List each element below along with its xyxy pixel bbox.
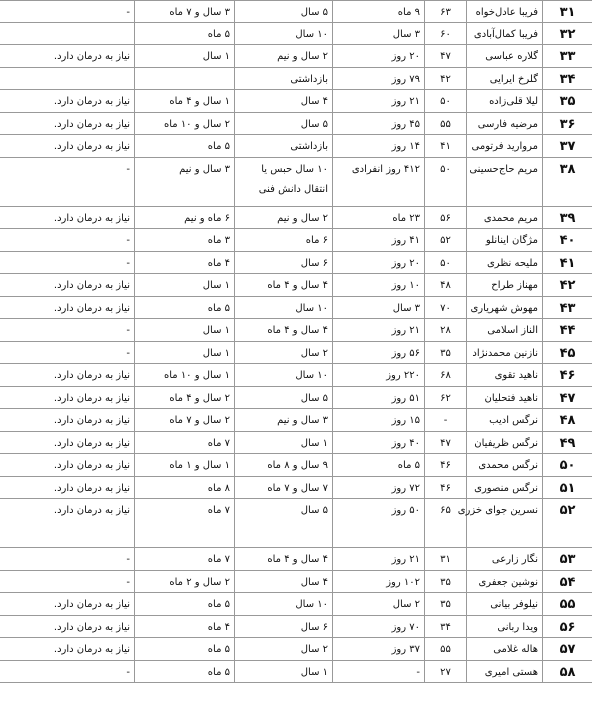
name-cell: هستی امیری (466, 661, 542, 683)
name-cell: نسرین جوای خزری (466, 499, 542, 547)
name-cell: نرگس محمدی (466, 454, 542, 476)
row-number: ۳۷ (542, 135, 592, 157)
name-cell: هاله غلامی (466, 638, 542, 660)
served-cell: ۲ سال و ۷ ماه (134, 409, 234, 431)
name-cell: نازنین محمدنژاد (466, 342, 542, 364)
age-cell: ۳۵ (424, 342, 466, 364)
row-number: ۵۵ (542, 593, 592, 615)
served-cell: ۱ سال (134, 274, 234, 296)
row-number: ۳۲ (542, 23, 592, 45)
sentence-cell: بازداشتی (234, 135, 332, 157)
table-row (0, 638, 592, 661)
name-cell: نرگس ظریفیان (466, 432, 542, 454)
sentence-cell: ۱۰ سال (234, 23, 332, 45)
name-cell: ناهید تقوی (466, 364, 542, 386)
row-number: ۴۶ (542, 364, 592, 386)
detention-cell: ۲۰ روز (332, 252, 424, 274)
sentence-cell: ۲ سال (234, 342, 332, 364)
row-number: ۴۲ (542, 274, 592, 296)
name-cell: فریبا کمال‌آبادی (466, 23, 542, 45)
age-cell: ۴۱ (424, 135, 466, 157)
sentence-cell: ۵ سال (234, 499, 332, 547)
sentence-cell: ۱ سال (234, 661, 332, 683)
name-cell: نرگس ادیب (466, 409, 542, 431)
table-row (0, 432, 592, 455)
medical-status-cell: نیاز به درمان دارد. (53, 482, 130, 494)
served-cell: ۳ سال و نیم (134, 158, 234, 206)
medical-status-cell: - (126, 257, 130, 269)
name-cell: نیلوفر بیانی (466, 593, 542, 615)
sentence-cell: ۱۰ سال حبس یا انتقال دانش فنی (234, 158, 332, 206)
row-number: ۴۷ (542, 387, 592, 409)
age-cell: ۴۷ (424, 432, 466, 454)
sentence-cell: بازداشتی (234, 68, 332, 90)
table-row (0, 454, 592, 477)
table-row (0, 571, 592, 594)
table-row (0, 548, 592, 571)
age-cell: ۴۷ (424, 45, 466, 67)
sentence-cell: ۲ سال (234, 638, 332, 660)
sentence-cell: ۴ سال و ۴ ماه (234, 319, 332, 341)
table-row (0, 409, 592, 432)
medical-status-cell: نیاز به درمان دارد. (53, 302, 130, 314)
table-row (0, 23, 592, 46)
served-cell: ۱ سال و ۱ ماه (134, 454, 234, 476)
row-number: ۳۴ (542, 68, 592, 90)
table-row (0, 297, 592, 320)
table-row (0, 207, 592, 230)
sentence-cell: ۵ سال (234, 1, 332, 22)
sentence-cell: ۶ سال (234, 252, 332, 274)
served-cell: ۲ سال و ۲ ماه (134, 571, 234, 593)
name-cell: نگار زارعی (466, 548, 542, 570)
sentence-cell: ۴ سال و ۴ ماه (234, 274, 332, 296)
name-cell: ناهید فتحلیان (466, 387, 542, 409)
sentence-cell: ۴ سال (234, 571, 332, 593)
medical-status-cell: نیاز به درمان دارد. (53, 599, 130, 610)
table-row (0, 158, 592, 207)
age-cell: ۳۵ (424, 593, 466, 615)
age-cell: ۲۷ (424, 661, 466, 683)
served-cell: ۸ ماه (134, 477, 234, 499)
row-number: ۳۸ (542, 158, 592, 206)
age-cell: ۴۲ (424, 68, 466, 90)
name-cell: مرضیه فارسی (466, 113, 542, 135)
table-row (0, 135, 592, 158)
age-cell: - (424, 409, 466, 431)
sentence-cell: ۵ سال (234, 113, 332, 135)
table-row (0, 0, 592, 23)
sentence-cell: ۱ سال (234, 432, 332, 454)
age-cell: ۳۱ (424, 548, 466, 570)
detention-cell: ۵۰ روز (332, 499, 424, 547)
detention-cell: ۲ سال (332, 593, 424, 615)
table-row (0, 364, 592, 387)
age-cell: ۵۰ (424, 252, 466, 274)
sentence-cell: ۲ سال و نیم (234, 207, 332, 229)
age-cell: ۶۸ (424, 364, 466, 386)
detention-cell: ۲۳ ماه (332, 207, 424, 229)
sentence-cell: ۷ سال و ۷ ماه (234, 477, 332, 499)
served-cell: ۱ سال و ۱۰ ماه (134, 364, 234, 386)
row-number: ۴۵ (542, 342, 592, 364)
row-number: ۳۱ (542, 1, 592, 22)
name-cell: مریم حاج‌حسینی (466, 158, 542, 206)
row-number: ۳۳ (542, 45, 592, 67)
served-cell: ۱ سال و ۴ ماه (134, 90, 234, 112)
table-row (0, 661, 592, 684)
medical-status-cell: نیاز به درمان دارد. (53, 141, 130, 152)
table-row (0, 90, 592, 113)
detention-cell: ۴۱ روز (332, 229, 424, 251)
detention-cell: - (332, 661, 424, 683)
table-row (0, 68, 592, 91)
served-cell: ۲ سال و ۱۰ ماه (134, 113, 234, 135)
name-cell: نرگس منصوری (466, 477, 542, 499)
age-cell: ۴۸ (424, 274, 466, 296)
name-cell: مروارید فرتومی (466, 135, 542, 157)
medical-status-cell: نیاز به درمان دارد. (53, 621, 130, 633)
table-row (0, 252, 592, 275)
served-cell: ۵ ماه (134, 135, 234, 157)
served-cell: ۵ ماه (134, 297, 234, 319)
row-number: ۵۴ (542, 571, 592, 593)
row-number: ۳۹ (542, 207, 592, 229)
detention-cell: ۴۰ روز (332, 432, 424, 454)
detention-cell: ۲۰ روز (332, 45, 424, 67)
detention-cell: ۴۵ روز (332, 113, 424, 135)
detention-cell: ۱۵ روز (332, 409, 424, 431)
name-cell: مهوش شهریاری (466, 297, 542, 319)
medical-status-cell: نیاز به درمان دارد. (53, 212, 130, 224)
table-row (0, 616, 592, 639)
age-cell: ۶۲ (424, 387, 466, 409)
row-number: ۳۶ (542, 113, 592, 135)
table-row (0, 229, 592, 252)
detention-cell: ۷۲ روز (332, 477, 424, 499)
served-cell: ۲ سال و ۴ ماه (134, 387, 234, 409)
age-cell: ۳۴ (424, 616, 466, 638)
age-cell: ۶۳ (424, 1, 466, 22)
row-number: ۵۷ (542, 638, 592, 660)
row-number: ۵۱ (542, 477, 592, 499)
served-cell: ۵ ماه (134, 23, 234, 45)
detention-cell: ۱۰ روز (332, 274, 424, 296)
sentence-cell: ۵ سال (234, 387, 332, 409)
age-cell: ۵۰ (424, 90, 466, 112)
table-row (0, 45, 592, 68)
name-cell: ملیحه نظری (466, 252, 542, 274)
medical-status-cell: نیاز به درمان دارد. (53, 96, 130, 107)
row-number: ۴۰ (542, 229, 592, 251)
age-cell: ۵۲ (424, 229, 466, 251)
row-number: ۵۳ (542, 548, 592, 570)
table-row (0, 274, 592, 297)
served-cell: ۵ ماه (134, 593, 234, 615)
table-row (0, 499, 592, 548)
served-cell: ۱ سال (134, 342, 234, 364)
sentence-cell: ۴ سال و ۴ ماه (234, 548, 332, 570)
age-cell: ۵۶ (424, 207, 466, 229)
medical-status-cell: - (126, 576, 130, 588)
sentence-cell: ۲ سال و نیم (234, 45, 332, 67)
medical-status-cell: نیاز به درمان دارد. (53, 460, 130, 471)
detention-cell: ۷۹ روز (332, 68, 424, 90)
name-cell: لیلا قلی‌زاده (466, 90, 542, 112)
served-cell (134, 68, 234, 90)
table-row (0, 319, 592, 342)
medical-status-cell: - (126, 347, 130, 359)
row-number: ۴۹ (542, 432, 592, 454)
medical-status-cell: - (126, 235, 130, 246)
table-row (0, 387, 592, 410)
detention-cell: ۲۱ روز (332, 548, 424, 570)
served-cell: ۳ سال و ۷ ماه (134, 1, 234, 22)
medical-status-cell: - (126, 325, 130, 336)
name-cell: گلاره عباسی (466, 45, 542, 67)
detention-cell: ۵ ماه (332, 454, 424, 476)
detention-cell: ۵۱ روز (332, 387, 424, 409)
row-number: ۴۴ (542, 319, 592, 341)
served-cell: ۷ ماه (134, 432, 234, 454)
age-cell: ۵۰ (424, 158, 466, 206)
medical-status-cell: نیاز به درمان دارد. (53, 118, 130, 130)
row-number: ۵۰ (542, 454, 592, 476)
age-cell: ۳۵ (424, 571, 466, 593)
served-cell: ۱ سال (134, 319, 234, 341)
age-cell: ۷۰ (424, 297, 466, 319)
age-cell: ۶۵ (424, 499, 466, 547)
sentence-cell: ۱۰ سال (234, 297, 332, 319)
row-number: ۴۳ (542, 297, 592, 319)
detention-cell: ۳۷ روز (332, 638, 424, 660)
detention-cell: ۲۱ روز (332, 90, 424, 112)
served-cell: ۴ ماه (134, 616, 234, 638)
served-cell: ۷ ماه (134, 499, 234, 547)
medical-status-cell (0, 23, 134, 45)
detention-cell: ۲۱ روز (332, 319, 424, 341)
served-cell: ۳ ماه (134, 229, 234, 251)
age-cell: ۴۶ (424, 454, 466, 476)
row-number: ۵۲ (542, 499, 592, 547)
medical-status-cell: نیاز به درمان دارد. (53, 280, 130, 291)
table-row (0, 113, 592, 136)
served-cell: ۱ سال (134, 45, 234, 67)
sentence-cell: ۹ سال و ۸ ماه (234, 454, 332, 476)
name-cell: مژگان اینانلو (466, 229, 542, 251)
medical-status-cell: نیاز به درمان دارد. (53, 370, 130, 381)
sentence-cell: ۱۰ سال (234, 593, 332, 615)
served-cell: ۵ ماه (134, 638, 234, 660)
name-cell: مهناز طراح (466, 274, 542, 296)
row-number: ۴۸ (542, 409, 592, 431)
age-cell: ۵۵ (424, 113, 466, 135)
detention-cell: ۵۶ روز (332, 342, 424, 364)
row-number: ۵۸ (542, 661, 592, 683)
served-cell: ۴ ماه (134, 252, 234, 274)
medical-status-cell: - (126, 7, 130, 18)
sentence-cell: ۶ ماه (234, 229, 332, 251)
detention-cell: ۳ سال (332, 23, 424, 45)
name-cell: فریبا عادل‌خواه (466, 1, 542, 22)
medical-status-cell: - (126, 666, 130, 678)
detention-cell: ۱۰۲ روز (332, 571, 424, 593)
detention-cell: ۹ ماه (332, 1, 424, 22)
medical-status-cell: - (126, 163, 130, 175)
row-number: ۳۵ (542, 90, 592, 112)
sentence-cell: ۶ سال (234, 616, 332, 638)
medical-status-cell: - (126, 554, 130, 565)
detention-cell: ۱۴ روز (332, 135, 424, 157)
row-number: ۵۶ (542, 616, 592, 638)
table-row (0, 477, 592, 500)
name-cell: ویدا ربانی (466, 616, 542, 638)
detention-cell: ۴۱۲ روز انفرادی (332, 158, 424, 206)
served-cell: ۶ ماه و نیم (134, 207, 234, 229)
name-cell: الناز اسلامی (466, 319, 542, 341)
table-row (0, 593, 592, 616)
served-cell: ۵ ماه (134, 661, 234, 683)
sentence-cell: ۴ سال (234, 90, 332, 112)
age-cell: ۴۶ (424, 477, 466, 499)
medical-status-cell: نیاز به درمان دارد. (53, 437, 130, 449)
detention-cell: ۳ سال (332, 297, 424, 319)
served-cell: ۷ ماه (134, 548, 234, 570)
medical-status-cell: نیاز به درمان دارد. (53, 415, 130, 426)
name-cell: نوشین جعفری (466, 571, 542, 593)
sentence-cell: ۳ سال و نیم (234, 409, 332, 431)
table-row (0, 342, 592, 365)
sentence-cell: ۱۰ سال (234, 364, 332, 386)
medical-status-cell: نیاز به درمان دارد. (53, 392, 130, 404)
age-cell: ۵۵ (424, 638, 466, 660)
medical-status-cell: نیاز به درمان دارد. (53, 51, 130, 62)
detention-cell: ۷۰ روز (332, 616, 424, 638)
medical-status-cell: نیاز به درمان دارد. (53, 505, 130, 516)
name-cell: گلرخ ایرایی (466, 68, 542, 90)
age-cell: ۲۸ (424, 319, 466, 341)
medical-status-cell (0, 68, 134, 90)
row-number: ۴۱ (542, 252, 592, 274)
age-cell: ۶۰ (424, 23, 466, 45)
medical-status-cell: نیاز به درمان دارد. (53, 644, 130, 655)
detention-cell: ۲۲۰ روز (332, 364, 424, 386)
name-cell: مریم محمدی (466, 207, 542, 229)
